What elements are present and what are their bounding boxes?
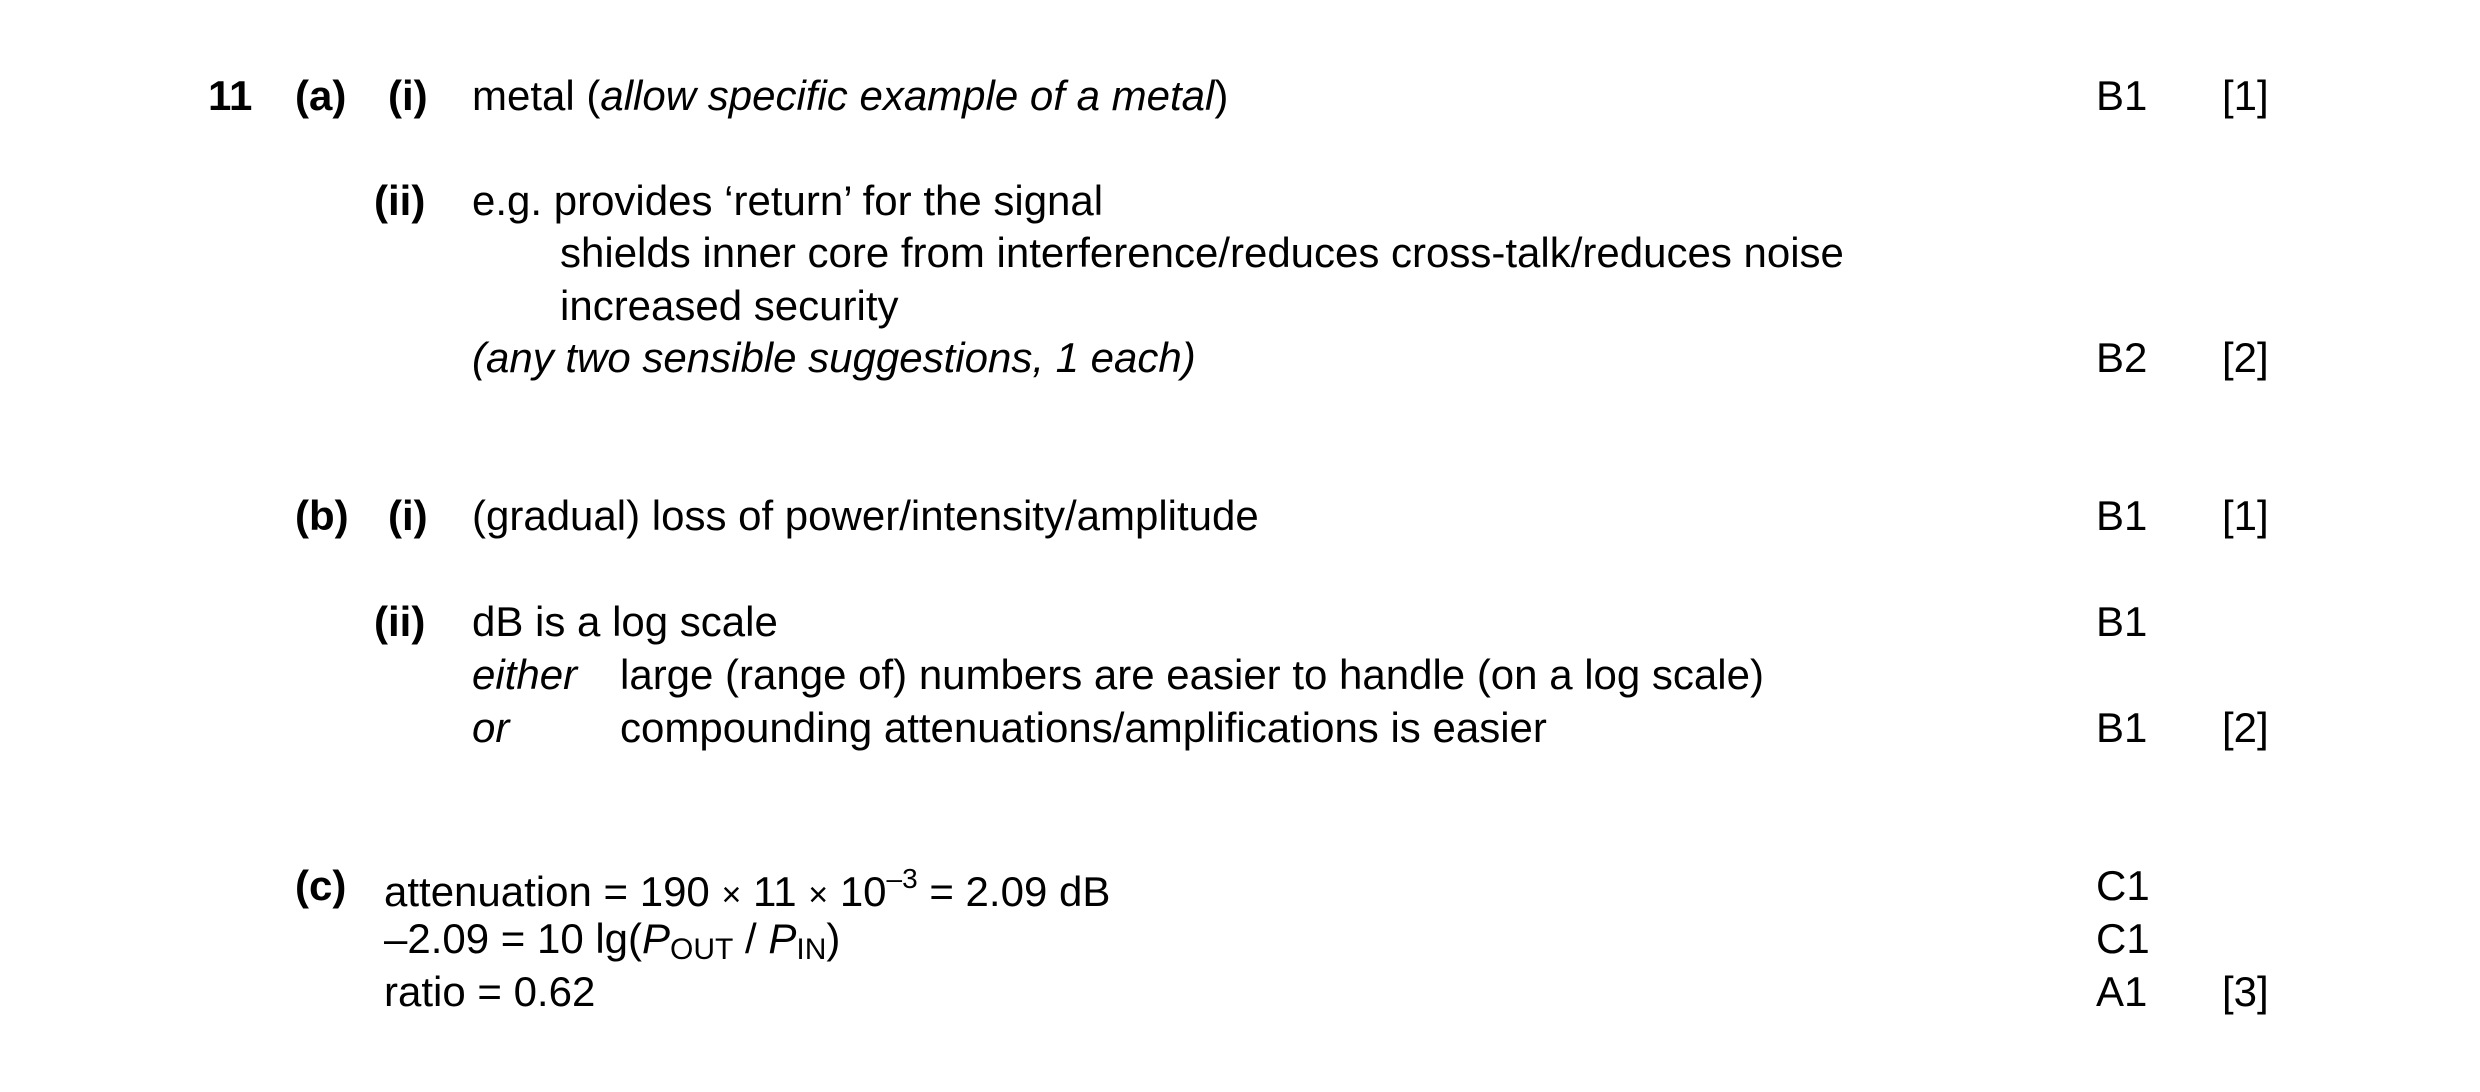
part-a-i-mark: B1 — [2096, 72, 2148, 119]
answer-close: ) — [1214, 72, 1229, 119]
part-b-ii-label: (ii) — [374, 598, 426, 645]
part-a-ii-line2: shields inner core from interference/reduces cross-talk/reduces noise — [560, 229, 1844, 276]
question-number: 11 — [208, 72, 253, 119]
part-a-ii-note: (any two sensible suggestions, 1 each) — [472, 334, 1196, 381]
times-sign: × — [721, 876, 742, 914]
part-c-line1 — [384, 865, 1110, 913]
times-sign: × — [808, 876, 829, 914]
part-b-ii-line3-mark: B1 — [2096, 704, 2148, 751]
part-a-i-total: [1] — [2222, 72, 2269, 119]
part-a-ii-line1: e.g. provides ‘return’ for the signal — [472, 177, 1104, 224]
part-b-ii-or-text: compounding attenuations/amplifications is easier — [620, 704, 1547, 751]
part-b-i-mark: B1 — [2096, 492, 2148, 539]
power-symbol: P — [768, 915, 797, 962]
attenuation-result: = 2.09 dB — [929, 868, 1111, 915]
power-symbol: P — [642, 915, 671, 962]
part-c-label: (c) — [295, 862, 347, 909]
log-equation-start: –2.09 = 10 lg( — [384, 915, 643, 962]
part-c-line1-mark: C1 — [2096, 862, 2150, 909]
part-b-ii-line1: dB is a log scale — [472, 598, 778, 645]
part-a-ii-label: (ii) — [374, 177, 426, 224]
part-c-line2 — [384, 915, 841, 966]
part-b-ii-line1-mark: B1 — [2096, 598, 2148, 645]
divide-slash: / — [733, 915, 769, 962]
part-b-label: (b) — [295, 492, 349, 539]
out-subscript: OUT — [670, 933, 734, 966]
attenuation-text: attenuation = 190 — [384, 868, 710, 915]
log-equation-close: ) — [826, 915, 841, 962]
length-value: 11 — [753, 868, 797, 915]
part-a-label: (a) — [295, 72, 347, 119]
part-c-line2-mark: C1 — [2096, 915, 2150, 962]
part-b-i-label: (i) — [388, 492, 428, 539]
part-b-i-total: [1] — [2222, 492, 2269, 539]
part-c-total: [3] — [2222, 968, 2269, 1015]
part-b-ii-total: [2] — [2222, 704, 2269, 751]
in-subscript: IN — [796, 933, 827, 966]
answer-text: metal ( — [472, 72, 601, 119]
part-c-line3: ratio = 0.62 — [384, 968, 596, 1015]
power-exponent: –3 — [886, 863, 918, 894]
part-a-ii-total: [2] — [2222, 334, 2269, 381]
part-a-i-answer — [472, 72, 1229, 119]
answer-note: allow specific example of a metal — [600, 72, 1215, 119]
part-c-line3-mark: A1 — [2096, 968, 2148, 1015]
part-a-ii-mark: B2 — [2096, 334, 2148, 381]
power-base: 10 — [839, 868, 887, 915]
part-b-i-answer: (gradual) loss of power/intensity/amplitude — [472, 492, 1259, 539]
part-b-ii-or-word: or — [472, 704, 510, 751]
part-b-ii-either-text: large (range of) numbers are easier to handle (on a log scale) — [620, 651, 1764, 698]
part-a-ii-line3: increased security — [560, 282, 899, 329]
part-a-i-label: (i) — [388, 72, 428, 119]
part-b-ii-either-word: either — [472, 651, 578, 698]
